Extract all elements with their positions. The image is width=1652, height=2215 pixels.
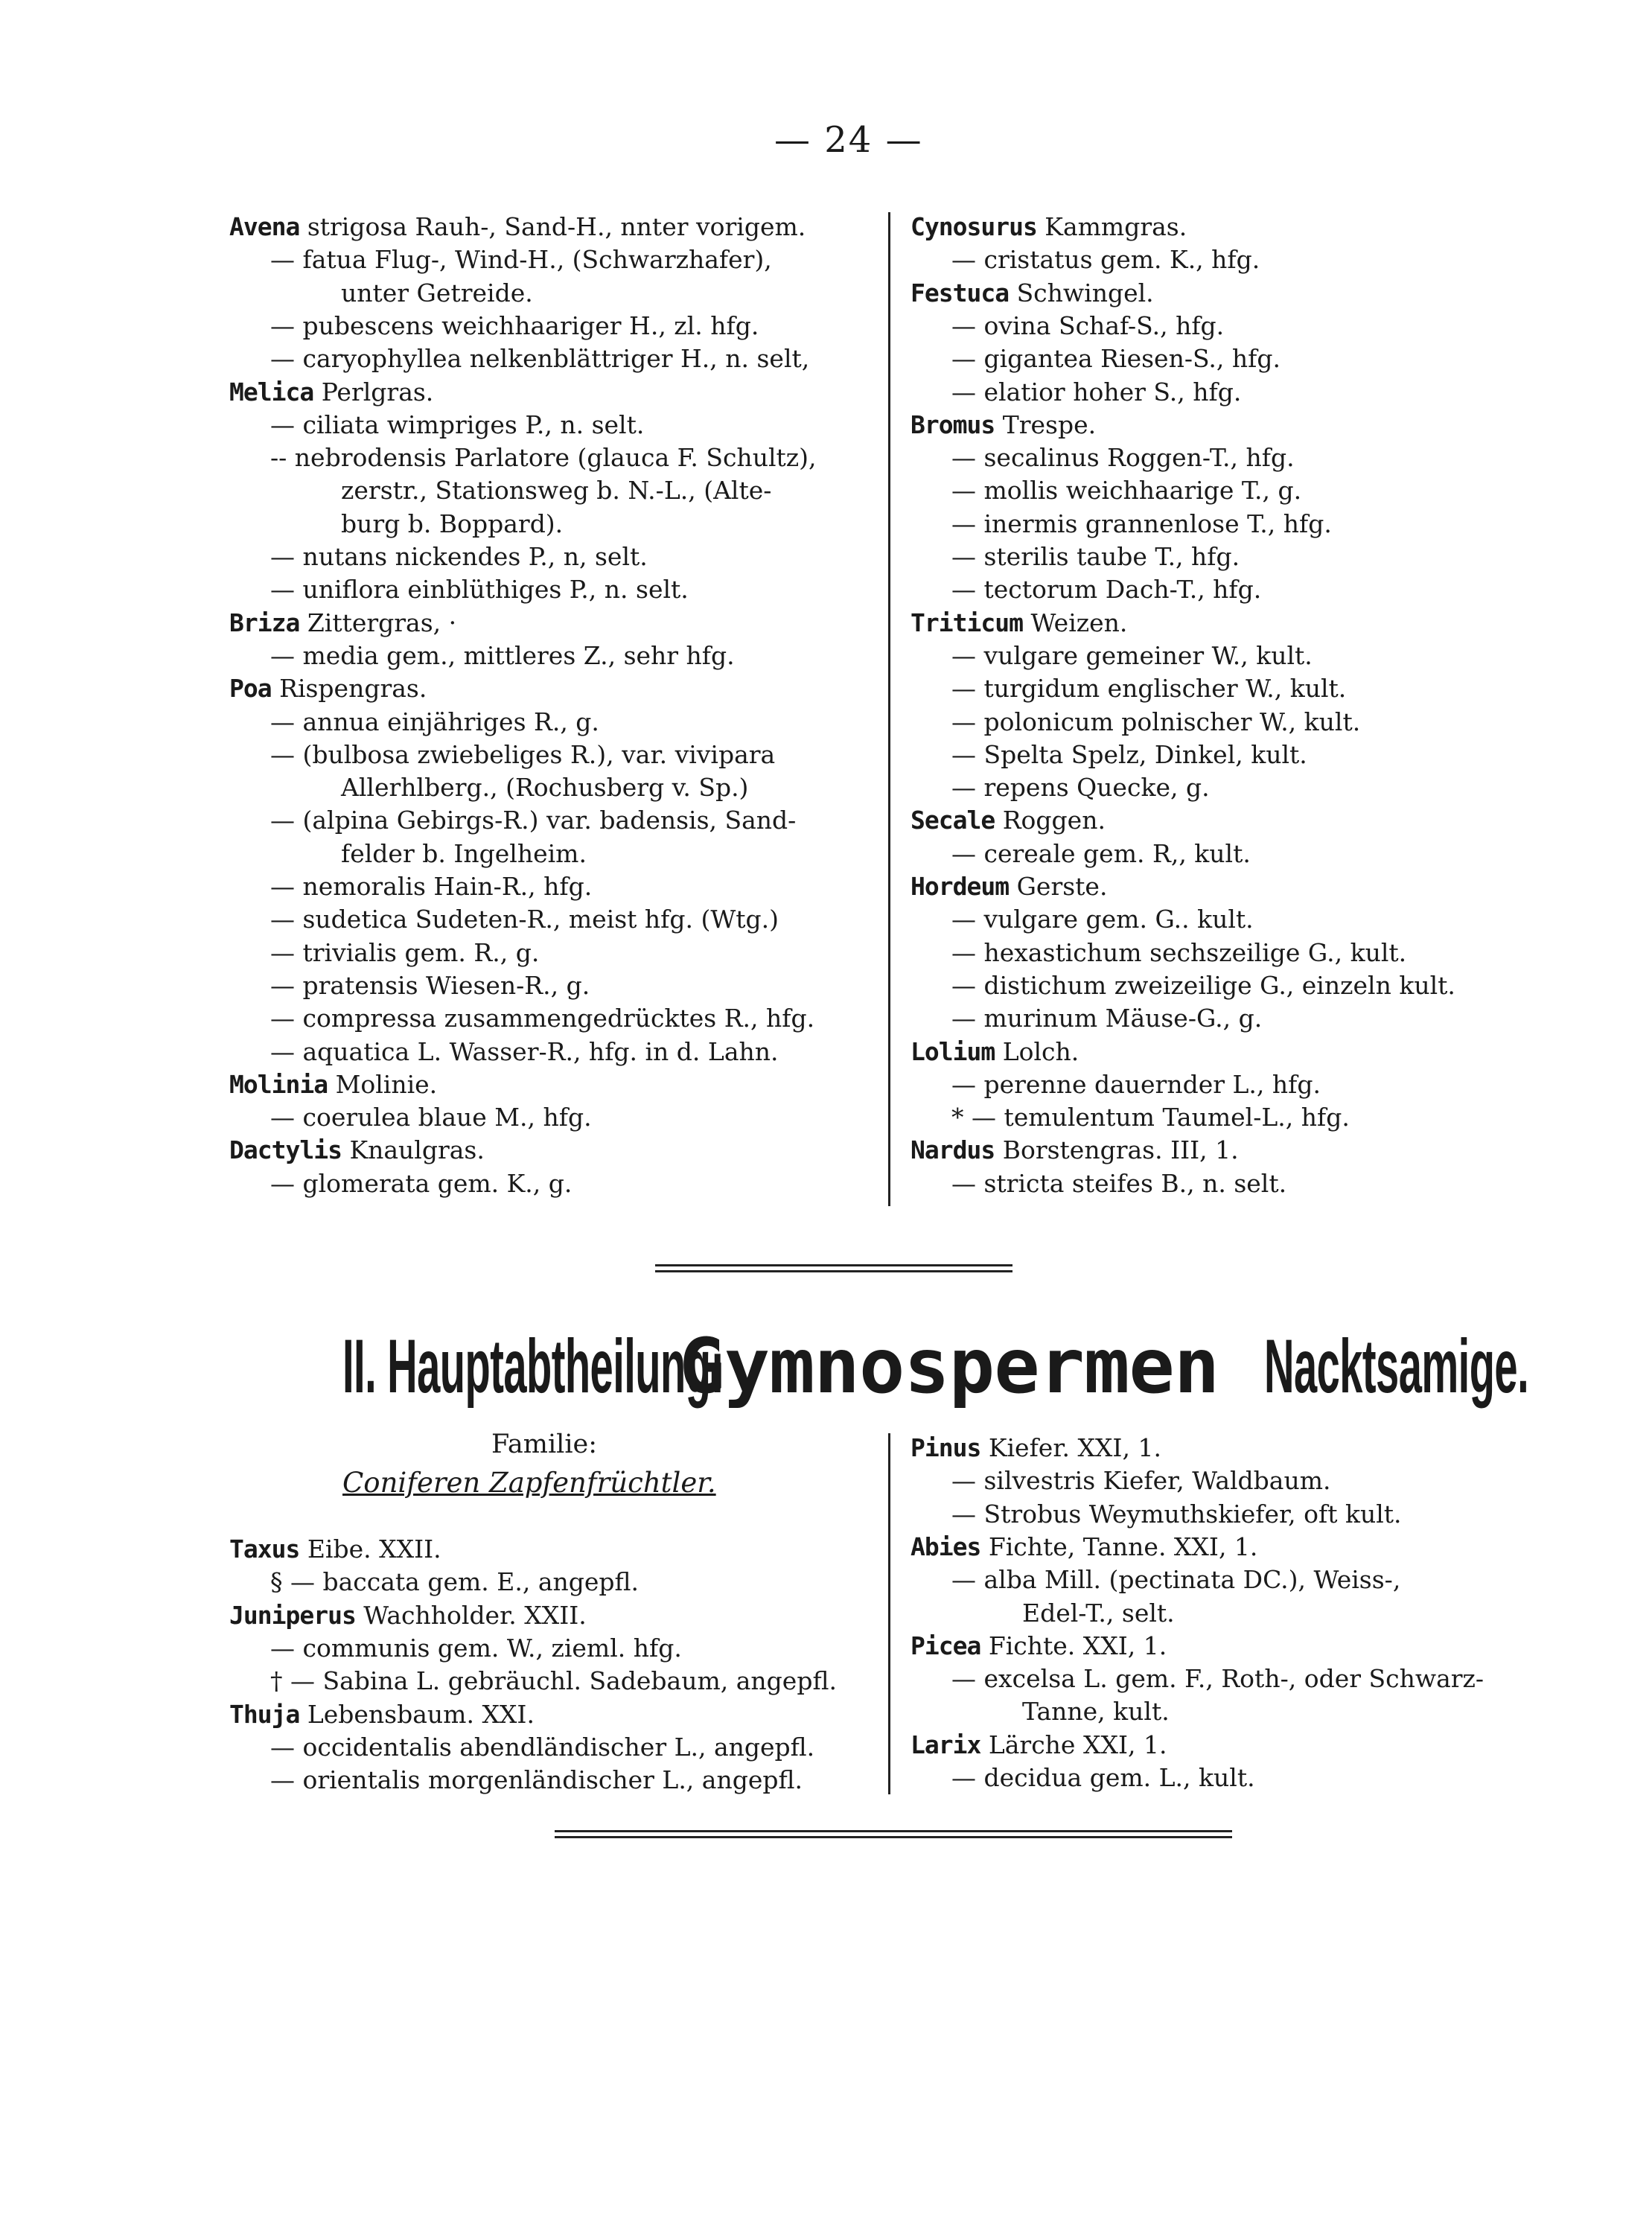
bottom-rule-bottom [555,1836,1232,1838]
entry-line [341,507,563,541]
heading-part-3: Nacktsamige. [1263,1324,1528,1409]
entry-line [270,1565,639,1599]
column-divider [888,212,890,1206]
entry-line [270,902,779,936]
entry-line [229,1599,587,1632]
entry-line [951,342,1281,375]
entry-text: — stricta steifes B., n. selt. [951,1168,1287,1198]
entry-text: Trespe. [995,409,1097,439]
page-number: — 24 — [774,119,923,161]
entry-text: — inermis grannenlose T., hfg. [951,509,1332,538]
entry-text: Allerhlberg., (Rochusberg v. Sp.) [341,773,749,803]
entry-line [910,1629,1167,1663]
entry-text: — distichum zweizeilige G., einzeln kult. [951,970,1455,1000]
entry-line [910,1431,1161,1465]
heading-part-1: II. Hauptabtheilung: [342,1324,724,1409]
entry-text: — gigantea Riesen-S., hfg. [951,344,1281,374]
entry-text: — annua einjähriges R., g. [270,707,599,736]
entry-text: — trivialis gem. R., g. [270,937,540,967]
entry-line [270,1167,572,1200]
entry-line [229,606,456,640]
entry-line [951,1001,1262,1035]
entry-line [951,639,1313,672]
entry-text: — elatior hoher S., hfg. [951,377,1242,407]
entry-line [910,870,1107,903]
entry-line [341,771,748,804]
entry-text: felder b. Ingelheim. [341,838,587,868]
entry-line [910,276,1154,310]
genus-name: Abies [910,1532,981,1561]
entry-line [270,1631,682,1665]
genus-name: Thuja [229,1699,300,1729]
entry-text: — perenne dauernder L., hfg. [951,1069,1321,1099]
entry-line [270,408,644,442]
entry-line [270,870,592,903]
entry-text: — sudetica Sudeten-R., meist hfg. (Wtg.) [270,905,779,934]
entry-line [270,969,590,1002]
entry-line [270,639,735,672]
entry-text: — (alpina Gebirgs-R.) var. badensis, Sand- [270,806,797,835]
entry-line [951,1761,1255,1794]
entry-line [951,1563,1400,1596]
entry-text: Gerste. [1009,872,1108,901]
entry-text: Lebensbaum. XXI. [299,1699,535,1729]
genus-name: Hordeum [910,872,1010,901]
entry-line [341,837,587,870]
entry-line [951,1068,1321,1101]
entry-line [951,771,1210,804]
entry-text: Kammgras. [1036,212,1187,241]
entry-text: zerstr., Stationsweg b. N.-L., (Alte- [341,476,772,506]
entry-line [951,969,1455,1002]
entry-line [951,540,1240,573]
entry-line [951,1662,1484,1695]
entry-line [270,243,772,276]
entry-line [341,276,533,310]
double-rule-bottom [655,1270,1012,1272]
genus-name: Molinia [229,1069,328,1099]
entry-text: Tanne, kult. [1022,1697,1170,1727]
entry-text: — silvestris Kiefer, Waldbaum. [951,1466,1331,1496]
genus-name: Bromus [910,409,995,439]
entry-text: — pubescens weichhaariger H., zl. hfg. [270,310,759,340]
entry-line [951,1497,1402,1531]
entry-line [229,1133,485,1167]
genus-name: Larix [910,1730,981,1759]
genus-name: Avena [229,212,300,241]
entry-text: — excelsa L. gem. F., Roth-, oder Schwarz- [951,1664,1484,1694]
genus-name: Juniperus [229,1600,356,1630]
genus-name: Lolium [910,1036,995,1066]
entry-line [270,936,539,969]
entry-line [951,1100,1350,1134]
genus-name: Nardus [910,1135,995,1165]
entry-text: — cereale gem. R,, kult. [951,838,1251,868]
entry-text: — decidua gem. L., kult. [951,1763,1255,1792]
genus-name: Poa [229,674,272,704]
entry-line [1022,1596,1175,1630]
entry-line [951,309,1224,342]
entry-line [270,1664,837,1698]
double-rule-top [655,1264,1012,1266]
entry-text: — caryophyllea nelkenblättriger H., n. selt, [270,344,810,374]
entry-text: — Spelta Spelz, Dinkel, kult. [951,739,1307,769]
entry-text: — fatua Flug-, Wind-H., (Schwarzhafer), [270,245,772,275]
entry-text: — alba Mill. (pectinata DC.), Weiss-, [951,1565,1401,1595]
entry-text: Roggen. [995,806,1106,835]
entry-line [910,1530,1257,1564]
entry-line [229,1532,441,1566]
entry-text: Fichte. XXI, 1. [980,1631,1167,1660]
genus-name: Secale [910,806,995,835]
entry-line [270,1035,779,1068]
entry-text: Perlgras. [313,377,434,407]
genus-name: Briza [229,608,300,637]
genus-name: Pinus [910,1433,981,1462]
entry-text: — murinum Mäuse-G., g. [951,1004,1263,1033]
entry-text: — ovina Schaf-S., hfg. [951,310,1225,340]
entry-text: Wachholder. XXII. [355,1600,587,1630]
genus-name: Picea [910,1631,981,1660]
entry-text: unter Getreide. [341,278,533,307]
entry-line [951,705,1360,739]
entry-text: Lolch. [995,1036,1079,1066]
entry-line [951,1464,1331,1497]
entry-text: Lärche XXI, 1. [980,1730,1167,1759]
entry-line [910,210,1187,243]
entry-line [341,474,771,507]
entry-text: — ciliata wimpriges P., n. selt. [270,409,645,439]
entry-line [951,573,1261,606]
entry-text: -- nebrodensis Parlatore (glauca F. Schultz), [270,443,817,473]
genus-name: Triticum [910,608,1023,637]
entry-text: — nemoralis Hain-R., hfg. [270,872,593,901]
entry-line [270,441,817,474]
entry-line [951,243,1260,276]
entry-text: * — temulentum Taumel-L., hfg. [951,1103,1350,1132]
entry-text: — aquatica L. Wasser-R., hfg. in d. Lahn. [270,1036,779,1066]
entry-text: Eibe. XXII. [299,1534,441,1564]
entry-line [951,738,1307,771]
genus-name: Melica [229,377,314,407]
entry-line [270,1001,814,1035]
entry-text: — mollis weichhaarige T., g. [951,476,1302,506]
entry-line [910,408,1096,442]
entry-text: Schwingel. [1009,278,1154,307]
entry-line [951,507,1332,541]
entry-line [910,1035,1079,1068]
entry-line [910,606,1127,640]
entry-text: Zittergras, · [299,608,457,637]
entry-text: Knaulgras. [341,1135,485,1165]
family-label: Familie: [491,1430,598,1459]
entry-text: — occidentalis abendländischer L., angepfl. [270,1732,815,1762]
entry-line [270,1763,803,1797]
entry-text: — hexastichum sechszeilige G., kult. [951,937,1407,967]
entry-text: burg b. Boppard). [341,509,564,538]
entry-line [1022,1695,1170,1728]
entry-line [951,474,1301,507]
entry-text: — vulgare gem. G.. kult. [951,905,1254,934]
entry-line [951,837,1251,870]
entry-line [951,1167,1286,1200]
entry-text: — pratensis Wiesen-R., g. [270,970,590,1000]
entry-text: — turgidum englischer W., kult. [951,674,1347,704]
entry-text: — vulgare gemeiner W., kult. [951,640,1313,670]
entry-line [270,309,759,342]
entry-text: Kiefer. XXI, 1. [980,1433,1161,1462]
entry-text: — cristatus gem. K., hfg. [951,245,1260,275]
entry-line [951,375,1241,409]
entry-text: — uniflora einblüthiges P., n. selt. [270,575,689,605]
entry-text: Borstengras. III, 1. [995,1135,1239,1165]
entry-line [270,342,809,375]
entry-text: Weizen. [1022,608,1128,637]
entry-line [270,573,689,606]
entry-line [270,803,796,837]
entry-text: Rispengras. [271,674,427,704]
entry-text: — secalinus Roggen-T., hfg. [951,443,1295,473]
entry-line [951,672,1346,705]
entry-text: † — Sabina L. gebräuchl. Sadebaum, angepfl. [270,1666,837,1696]
entry-line [229,672,427,705]
entry-line [270,1730,814,1764]
entry-line [951,441,1295,474]
entry-line [910,803,1106,837]
entry-line [229,210,806,243]
entry-text: — coerulea blaue M., hfg. [270,1103,592,1132]
entry-text: — polonicum polnischer W., kult. [951,707,1361,736]
genus-name: Taxus [229,1534,300,1564]
section-heading [342,1322,1652,1411]
entry-line [229,1068,437,1101]
entry-line [270,540,648,573]
entry-line [270,738,775,771]
entry-line [229,1698,535,1731]
entry-text: — sterilis taube T., hfg. [951,542,1240,571]
entry-line [270,1100,592,1134]
entry-text: — (bulbosa zwiebeliges R.), var. vivipara [270,739,776,769]
entry-text: Fichte, Tanne. XXI, 1. [980,1532,1258,1561]
entry-text: — compressa zusammengedrücktes R., hfg. [270,1004,815,1033]
entry-text: Edel-T., selt. [1022,1598,1175,1628]
entry-text: Molinie. [328,1069,438,1099]
entry-text: — repens Quecke, g. [951,773,1210,803]
entry-line [910,1728,1167,1762]
bottom-rule-top [555,1830,1232,1832]
entry-line [229,375,433,409]
entry-line [910,1133,1239,1167]
entry-text: — Strobus Weymuthskiefer, oft kult. [951,1499,1402,1529]
entry-text: — communis gem. W., zieml. hfg. [270,1633,682,1663]
family-name: Coniferen Zapfenfrüchtler. [342,1467,716,1499]
entry-text: strigosa Rauh-, Sand-H., nnter vorigem. [299,212,806,241]
column-divider-2 [888,1433,890,1794]
genus-name: Festuca [910,278,1010,307]
entry-text: — glomerata gem. K., g. [270,1168,573,1198]
entry-line [270,705,599,739]
entry-text: — nutans nickendes P., n, selt. [270,542,648,571]
genus-name: Cynosurus [910,212,1037,241]
entry-text: § — baccata gem. E., angepfl. [270,1567,640,1597]
entry-line [951,936,1406,969]
entry-text: — media gem., mittleres Z., sehr hfg. [270,640,735,670]
genus-name: Dactylis [229,1135,342,1165]
entry-text: — tectorum Dach-T., hfg. [951,575,1262,605]
entry-text: — orientalis morgenländischer L., angepfl. [270,1765,803,1795]
entry-line [951,902,1254,936]
heading-part-2: Gymnospermen [634,1322,1264,1411]
